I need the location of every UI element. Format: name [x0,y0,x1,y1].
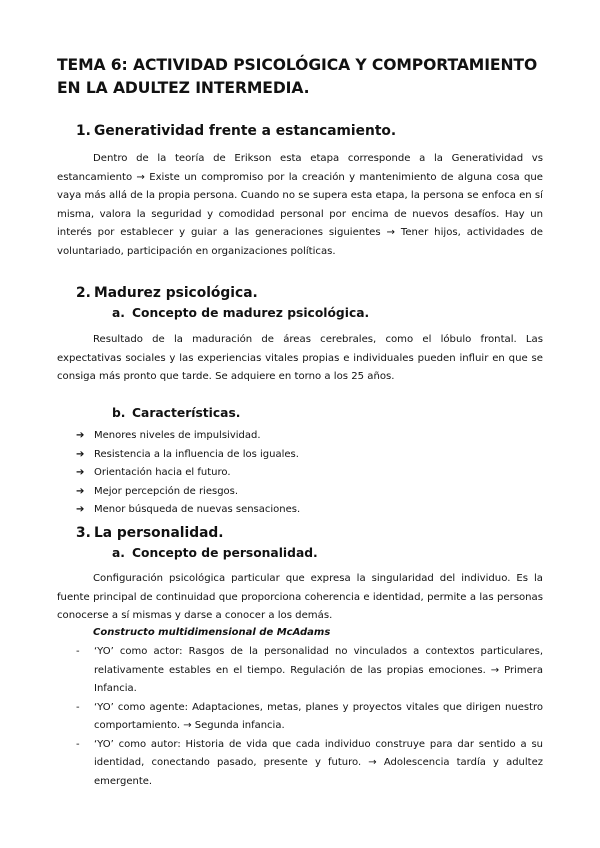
list-item: - ‘YO’ como actor: Rasgos de la personalidad no vinculados a contextos particulares, relativamente estables en el tiempo. Regulación de las propias emociones. → Primera Infancia. [76,643,543,699]
dash-bullet: - [76,701,80,713]
section-2-heading [76,284,258,302]
section-3a-paragraph: Configuración psicológica particular que expresa la singularidad del individuo. Es la fuente principal de continuidad que proporciona coherencia e identidad, permite a las personas conocerse a sí mismas y darse a conocer a los demás. [57,573,543,621]
list-item: ➔ Menores niveles de impulsividad. [76,427,300,446]
construct-list [76,643,543,791]
section-2-number: 2. [76,285,91,301]
section-3-heading [76,524,224,542]
list-item: ➔ Menor búsqueda de nuevas sensaciones. [76,501,300,520]
section-2-title: Madurez psicológica. [94,285,258,301]
section-3-title: La personalidad. [94,525,224,541]
section-1-heading [76,122,396,140]
list-item: - ‘YO’ como autor: Historia de vida que cada individuo construye para dar sentido a su identidad, conectando pasado, presente y futuro. → Adolescencia tardía y adultez emergente. [76,736,543,792]
section-2b-letter: b. [112,406,126,420]
arrow-icon: ➔ [76,504,85,515]
construct-heading: Constructo multidimensional de McAdams [93,627,331,638]
section-2a-paragraph: Resultado de la maduración de áreas cerebrales, como el lóbulo frontal. Las expectativas sociales y las experiencias vitales propias e individuales pueden influir en que se consiga más pronto que tarde. Se adquiere en torno a los 25 años. [57,334,543,382]
section-2a-title: Concepto de madurez psicológica. [132,306,370,320]
list-item: ➔ Orientación hacia el futuro. [76,464,300,483]
arrow-icon: ➔ [76,467,85,478]
list-item: ➔ Resistencia a la influencia de los iguales. [76,446,300,465]
section-2a-heading [112,305,369,321]
arrow-icon: ➔ [76,485,85,497]
document-title: TEMA 6: ACTIVIDAD PSICOLÓGICA Y COMPORTAMIENTO EN LA ADULTEZ INTERMEDIA. [57,56,538,97]
arrow-icon: ➔ [76,448,85,460]
section-3a-title: Concepto de personalidad. [132,546,318,560]
section-1-title: Generatividad frente a estancamiento. [94,123,397,139]
dash-bullet: - [76,738,80,750]
arrow-icon: ➔ [76,430,85,441]
section-1-number: 1. [76,123,91,139]
section-2b-heading [112,405,240,421]
section-3a-heading [112,545,318,561]
section-1-paragraph: Dentro de la teoría de Erikson esta etapa corresponde a la Generatividad vs estancamiento → Existe un compromiso por la creación y mantenimiento de alguna cosa que vaya más allá de la propia persona. Cuando no se supera esta etapa, la persona se enfoca en sí misma, valora la seguridad y comodidad personal por encima de nuevos desafíos. Hay un interés por establecer y guiar a las generaciones siguientes → Tener hijos, actividades de voluntariado, participación en organizaciones políticas. [57,153,543,257]
section-3a-letter: a. [112,546,125,560]
section-3-number: 3. [76,525,91,541]
list-item: - ‘YO’ como agente: Adaptaciones, metas, planes y proyectos vitales que dirigen nuestro comportamiento. → Segunda infancia. [76,699,543,736]
section-2a-letter: a. [112,306,125,320]
dash-bullet: - [76,646,80,657]
characteristics-list [76,427,300,520]
section-2b-title: Características. [132,406,241,420]
list-item: ➔ Mejor percepción de riesgos. [76,483,300,502]
